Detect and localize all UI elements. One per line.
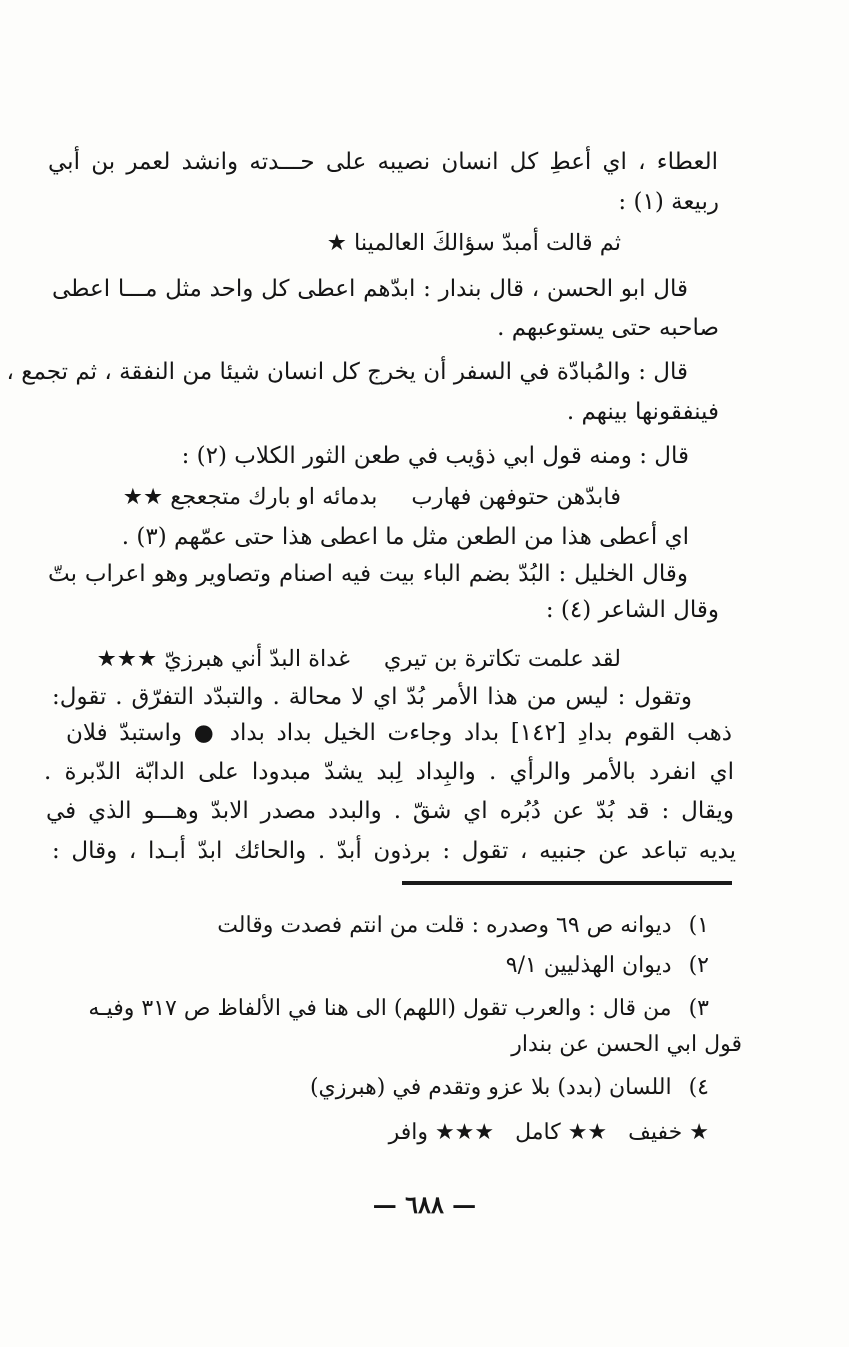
- footnote-divider: [402, 881, 732, 885]
- footnote-number: ٣): [688, 996, 709, 1021]
- text-line: العطاء ، اي أعطِ كل انسان نصيبه على حـــدته وانشد لعمر بن أبي: [48, 149, 718, 175]
- footnote-text: قول ابي الحسن عن بندار: [511, 1032, 742, 1057]
- text-line: وتقول : ليس من هذا الأمر بُدّ اي لا محالة . والتبدّد التفرّق . تقول:: [52, 684, 692, 710]
- text-line: يديه تباعد عن جنبيه ، تقول : برذون أبدّ . والحائك ابدّ أبـدا ، وقال :: [52, 838, 736, 864]
- text-line: وقال الخليل : البُدّ بضم الباء بيت فيه اصنام وتصاوير وهو اعراب بتّ: [48, 561, 688, 587]
- text-line: وقال الشاعر (٤) :: [545, 597, 719, 623]
- footnote-text: اللسان (بدد) بلا عزو وتقدم في (هبرزي): [309, 1075, 672, 1100]
- footnote-3: [88, 994, 709, 1024]
- text-line: قال : والمُبادّة في السفر أن يخرج كل انسان شيئا من النفقة ، ثم تجمع ،: [6, 359, 688, 385]
- footnote-4: [310, 1073, 709, 1103]
- verse-line: ثم قالت أمبدّ سؤالكَ العالمينا ★: [326, 230, 621, 256]
- meter-legend: ★ خفيف ★★ كامل ★★★ وافر: [388, 1120, 709, 1145]
- footnote-text: من قال : والعرب تقول (اللهم) الى هنا في الألفاظ ص ٣١٧ وفيـه: [88, 996, 672, 1021]
- verse-line: لقد علمت تكاترة بن تيريغداة البدّ أني هبرزيّ ★★★: [96, 646, 621, 672]
- footnote-text: ديوانه ص ٦٩ وصدره : قلت من انتم فصدت وقالت: [217, 913, 672, 938]
- footnote-number: ٤): [688, 1075, 709, 1100]
- text-line: اي أعطى هذا من الطعن مثل ما اعطى هذا حتى عمّهم (٣) .: [121, 524, 689, 550]
- text-line: قال : ومنه قول ابي ذؤيب في طعن الثور الكلاب (٢) :: [181, 443, 689, 469]
- text-line: قال ابو الحسن ، قال بندار : ابدّهم اعطى كل واحد مثل مـــا اعطى: [52, 276, 688, 302]
- footnote-1: [217, 911, 709, 941]
- footnote-number: ٢): [688, 953, 709, 978]
- text-line: اي انفرد بالأمر والرأي . والبِداد لِبد يشدّ مبدودا على الدابّة الدّبرة .: [44, 759, 734, 785]
- footnote-text: ديوان الهذليين ٩/١: [505, 953, 672, 978]
- text-line: ذهب القوم بدادِ [١٤٢] بداد وجاءت الخيل بداد بداد ● واستبدّ فلان: [66, 720, 732, 746]
- text-line: ربيعة (١) :: [618, 189, 719, 215]
- text-line: فينفقونها بينهم .: [566, 399, 719, 425]
- text-line: صاحبه حتى يستوعبهم .: [497, 315, 719, 341]
- page-number: — ٦٨٨ —: [372, 1190, 477, 1219]
- footnote-3-continued: [511, 1030, 742, 1060]
- verse-line: فابدّهن حتوفهن فهارببدمائه او بارك متجعجع ★★: [122, 484, 621, 510]
- footnote-2: [506, 951, 709, 981]
- text-line: ويقال : قد بُدّ عن دُبُره اي شقّ . والبدد مصدر الابدّ وهـــو الذي في: [46, 798, 734, 824]
- footnote-number: ١): [688, 913, 709, 938]
